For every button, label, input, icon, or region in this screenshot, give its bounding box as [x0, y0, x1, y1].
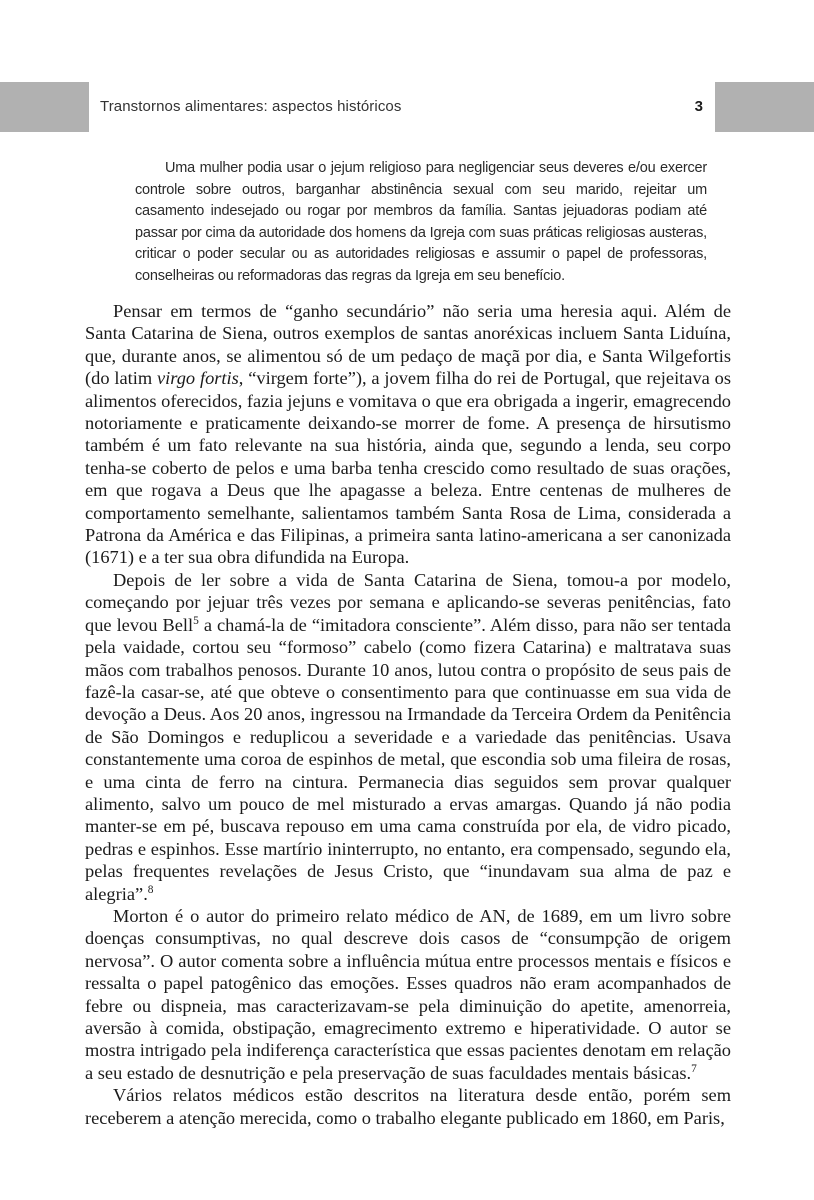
paragraph: Morton é o autor do primeiro relato médico de AN, de 1689, em um livro sobre doenças consumptivas, no qual descreve dois casos de “consumpção de origem nervosa”. O autor comenta sobre a influência mútua entre processos mentais e físicos e ressalta o papel patogênico das emoções. Esses quadros não eram acompanhados de febre ou dispneia, mas caracterizavam-se pela diminuição do apetite, amenorreia, aversão à comida, obstipação, emagrecimento extremo e hiperatividade. O autor se mostra intrigado pela indiferença característica que essas pacientes denotam em relação a seu estado de desnutrição e pela preservação de suas faculdades mentais básicas.$^7$ [85, 905, 731, 1083]
running-head: Transtornos alimentares: aspectos históricos [100, 98, 402, 115]
header-left-block [0, 82, 89, 132]
paragraph: Depois de ler sobre a vida de Santa Catarina de Siena, tomou-a por modelo, começando por jejuar três vezes por semana e aplicando-se severas penitências, fato que levou Bell$^5$ a chamá-la de “imitadora consciente”. Além disso, para não ser tentada pela vaidade, cortou seu “formoso” cabelo (como fizera Catarina) e maltratava suas mãos com trabalhos penosos. Durante 10 anos, lutou contra o propósito de seus pais de fazê-la casar-se, até que obteve o consentimento para que continuasse em sua vida de devoção a Deus. Aos 20 anos, ingressou na Irmandade da Terceira Ordem da Penitência de São Domingos e reduplicou a severidade e a variedade das penitências. Usava constantemente uma coroa de espinhos de metal, que escondia sob uma fileira de rosas, e uma cinta de ferro na cintura. Permanecia dias seguidos sem provar qualquer alimento, salvo um pouco de mel misturado a ervas amargas. Quando já não podia manter-se em pé, buscava repouso em uma cama construída por ela, de vidro picado, pedras e espinhos. Esse martírio ininterrupto, no entanto, era compensado, segundo ela, pelas frequentes revelações de Jesus Cristo, que “inundavam sua alma de paz e alegria”.$^8$ [85, 569, 731, 904]
page-number: 3 [694, 98, 703, 115]
paragraph: Vários relatos médicos estão descritos na literatura desde então, porém sem receberem a atenção merecida, como o trabalho elegante publicado em 1860, em Paris, [85, 1085, 731, 1128]
block-quote: Uma mulher podia usar o jejum religioso para negligenciar seus deveres e/ou exercer controle sobre outros, barganhar abstinência sexual com seu marido, rejeitar um casamento indesejado ou rogar por membros da família. Santas jejuadoras podiam até passar por cima da autoridade dos homens da Igreja com suas práticas religiosas austeras, criticar o poder secular ou as autoridades religiosas e assumir o papel de professoras, conselheiras ou reformadoras das regras da Igreja em seu benefício. [135, 160, 707, 284]
header-right-block [715, 82, 814, 132]
body-text [85, 300, 731, 1129]
paragraph: Pensar em termos de “ganho secundário” não seria uma heresia aqui. Além de Santa Catarina de Siena, outros exemplos de santas anoréxicas incluem Santa Liduína, que, durante anos, se alimentou só de um pedaço de maçã por dia, e Santa Wilgefortis (do latim virgo fortis, “virgem forte”), a jovem filha do rei de Portugal, que rejeitava os alimentos oferecidos, fazia jejuns e vomitava o que era obrigada a ingerir, emagrecendo notoriamente e praticamente deixando-se morrer de fome. A presença de hirsutismo também é um fato relevante na sua história, ainda que, segundo a lenda, seu corpo tenha-se coberto de pelos e uma barba tenha crescido como resultado de suas orações, em que rogava a Deus que lhe apagasse a beleza. Entre centenas de mulheres de comportamento semelhante, salientamos também Santa Rosa de Lima, considerada a Patrona da América e das Filipinas, a primeira santa latino-americana a ser canonizada (1671) e a ter sua obra difundida na Europa. [85, 301, 731, 568]
